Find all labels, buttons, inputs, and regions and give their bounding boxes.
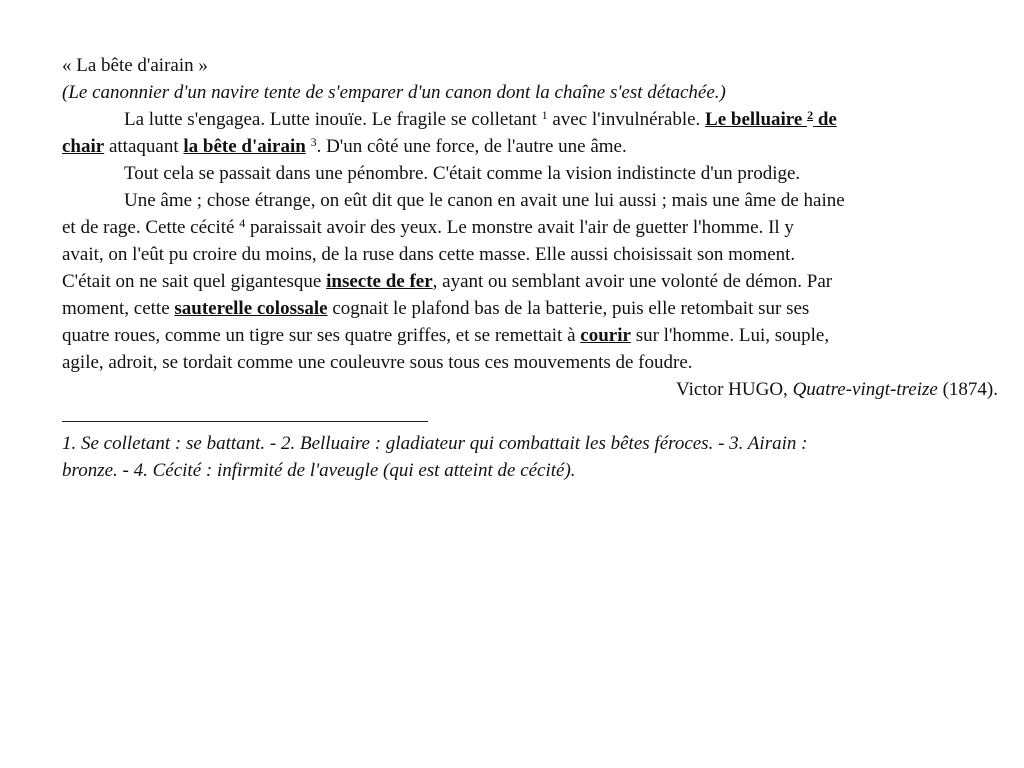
text-run: La lutte s'engagea. Lutte inouïe. Le fragile se colletant — [124, 109, 542, 130]
document-page — [62, 52, 998, 484]
text-run: sur l'homme. Lui, souple, — [630, 325, 830, 346]
keyword-insecte-de-fer: insecte de fer — [326, 271, 433, 292]
paragraph-3-line-4 — [62, 268, 998, 295]
paragraph-1-line-1 — [62, 106, 998, 133]
paragraph-3-line-2 — [62, 214, 998, 241]
footnote-ref-3: 3 — [310, 135, 317, 149]
text-title: « La bête d'airain » — [62, 55, 208, 76]
paragraph-3-line-3: avait, on l'eût pu croire du moins, de la ruse dans cette masse. Elle aussi choisissait son moment. — [62, 244, 796, 265]
footnotes-line-2: bronze. - 4. Cécité : infirmité de l'aveugle (qui est atteint de cécité). — [62, 460, 576, 481]
paragraph-3-line-7: agile, adroit, se tordait comme une couleuvre sous tous ces mouvements de foudre. — [62, 352, 693, 373]
footnote-ref-4: 4 — [239, 216, 246, 230]
text-run: quatre roues, comme un tigre sur ses quatre griffes, et se remettait à — [62, 325, 581, 346]
text-intro: (Le canonnier d'un navire tente de s'emparer d'un canon dont la chaîne s'est détachée.) — [62, 82, 726, 103]
paragraph-3-line-6 — [62, 322, 998, 349]
publication-year: (1874). — [937, 379, 998, 400]
text-run: paraissait avoir des yeux. Le monstre avait l'air de guetter l'homme. Il y — [245, 217, 794, 238]
text-run: avec l'invulnérable. — [547, 109, 706, 130]
keyword-belluaire: Le belluaire — [705, 109, 808, 130]
text-run: attaquant — [104, 136, 184, 157]
keyword-courir: courir — [580, 325, 631, 346]
work-title: Quatre-vingt-treize — [792, 379, 938, 400]
text-run: et de rage. Cette cécité — [62, 217, 240, 238]
text-run: C'était on ne sait quel gigantesque — [62, 271, 327, 292]
footnote-ref-1: 1 — [541, 108, 548, 122]
attribution — [62, 376, 998, 403]
text-run: moment, cette — [62, 298, 175, 319]
paragraph-3-line-1: Une âme ; chose étrange, on eût dit que le canon en avait une lui aussi ; mais une âme de haine — [124, 190, 845, 211]
keyword-sauterelle-colossale: sauterelle colossale — [174, 298, 328, 319]
text-run: , ayant ou semblant avoir une volonté de démon. Par — [432, 271, 833, 292]
footnote-ref-2: 2 — [807, 108, 814, 122]
text-run: . D'un côté une force, de l'autre une âme. — [316, 136, 627, 157]
author-name: Victor HUGO, — [676, 379, 793, 400]
footnotes-line-1: 1. Se colletant : se battant. - 2. Belluaire : gladiateur qui combattait les bêtes féroces. - 3. Airain : — [62, 433, 808, 454]
footnote-divider — [62, 421, 428, 422]
paragraph-1-line-2 — [62, 133, 998, 160]
paragraph-3-line-5 — [62, 295, 998, 322]
text-run: cognait le plafond bas de la batterie, puis elle retombait sur ses — [327, 298, 810, 319]
keyword-bete-airain: la bête d'airain — [183, 136, 306, 157]
paragraph-2: Tout cela se passait dans une pénombre. C'était comme la vision indistincte d'un prodige. — [124, 163, 801, 184]
keyword-de: de — [813, 109, 837, 130]
keyword-chair: chair — [62, 136, 105, 157]
